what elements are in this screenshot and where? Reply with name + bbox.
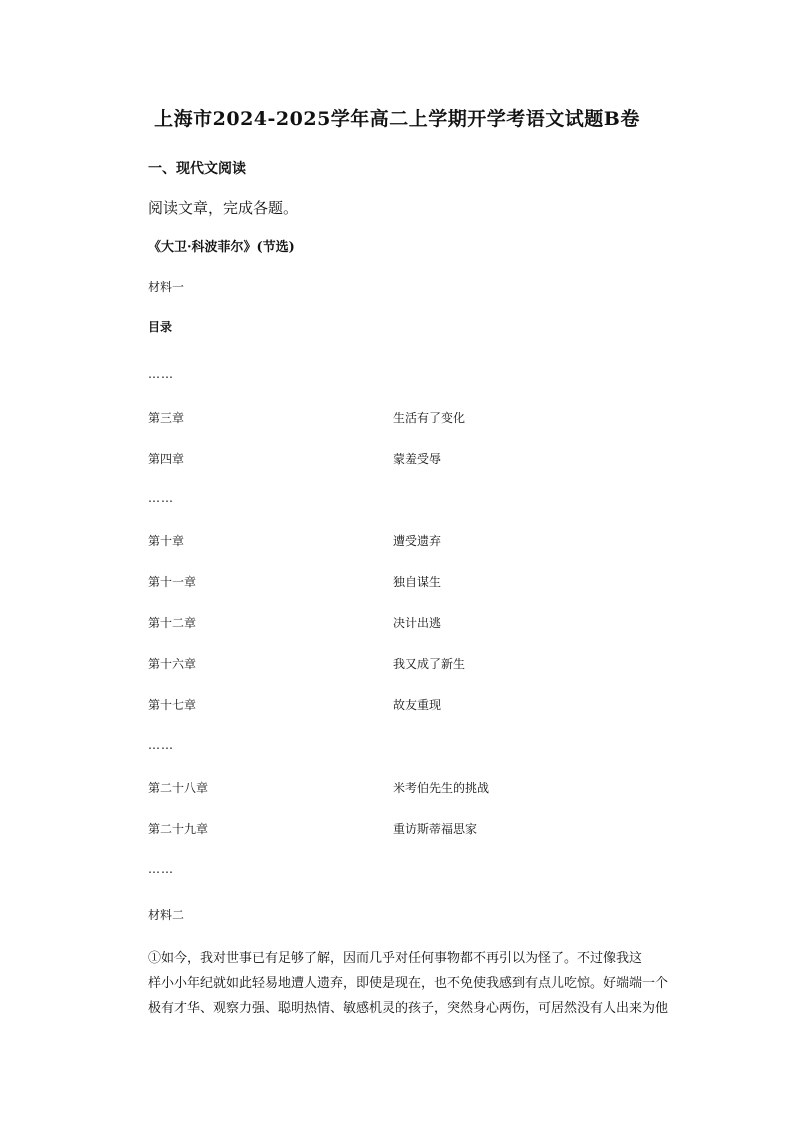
- material-two-paragraph: [148, 946, 678, 1021]
- toc-ellipsis: ……: [148, 367, 174, 381]
- document-title: 上海市2024-2025学年高二上学期开学考语文试题B卷: [154, 108, 640, 130]
- toc-label: 目录: [148, 320, 173, 334]
- book-title: 《大卫·科波菲尔》(节选): [148, 240, 295, 255]
- toc-chapter: 第十七章: [148, 698, 197, 712]
- instruction-text: 阅读文章，完成各题。: [148, 199, 299, 217]
- toc-chapter: 第十六章: [148, 657, 197, 671]
- toc-chapter-name: 生活有了变化: [393, 411, 466, 425]
- toc-chapter-name: 决计出逃: [393, 616, 442, 630]
- paragraph-line: 极有才华、观察力强、聪明热情、敏感机灵的孩子，突然身心两伤，可居然没有人出来为他: [148, 1001, 669, 1016]
- toc-chapter: 第二十九章: [148, 822, 209, 836]
- toc-chapter: 第三章: [148, 411, 185, 425]
- paragraph-line: 样小小年纪就如此轻易地遭人遗弃，即使是现在，也不免使我感到有点儿吃惊。好端端一个: [148, 976, 669, 991]
- toc-chapter-name: 遭受遗弃: [393, 534, 442, 548]
- toc-chapter-name: 故友重现: [393, 698, 442, 712]
- paragraph-line: ①如今，我对世事已有足够了解，因而几乎对任何事物都不再引以为怪了。不过像我这: [148, 951, 643, 966]
- toc-chapter: 第二十八章: [148, 781, 209, 795]
- toc-chapter: 第四章: [148, 452, 185, 466]
- toc-ellipsis: ……: [148, 738, 174, 752]
- material-one-label: 材料一: [148, 280, 185, 294]
- toc-chapter: 第十章: [148, 534, 185, 548]
- section-heading: 一、现代文阅读: [148, 161, 246, 177]
- toc-chapter-name: 蒙羞受辱: [393, 452, 442, 466]
- toc-chapter: 第十二章: [148, 616, 197, 630]
- toc-ellipsis: ……: [148, 862, 174, 876]
- toc-chapter-name: 我又成了新生: [393, 657, 466, 671]
- toc-ellipsis: ……: [148, 491, 174, 505]
- toc-chapter-name: 独自谋生: [393, 575, 442, 589]
- toc-chapter-name: 米考伯先生的挑战: [393, 781, 490, 795]
- material-two-label: 材料二: [148, 908, 185, 922]
- toc-chapter: 第十一章: [148, 575, 197, 589]
- toc-chapter-name: 重访斯蒂福思家: [393, 822, 478, 836]
